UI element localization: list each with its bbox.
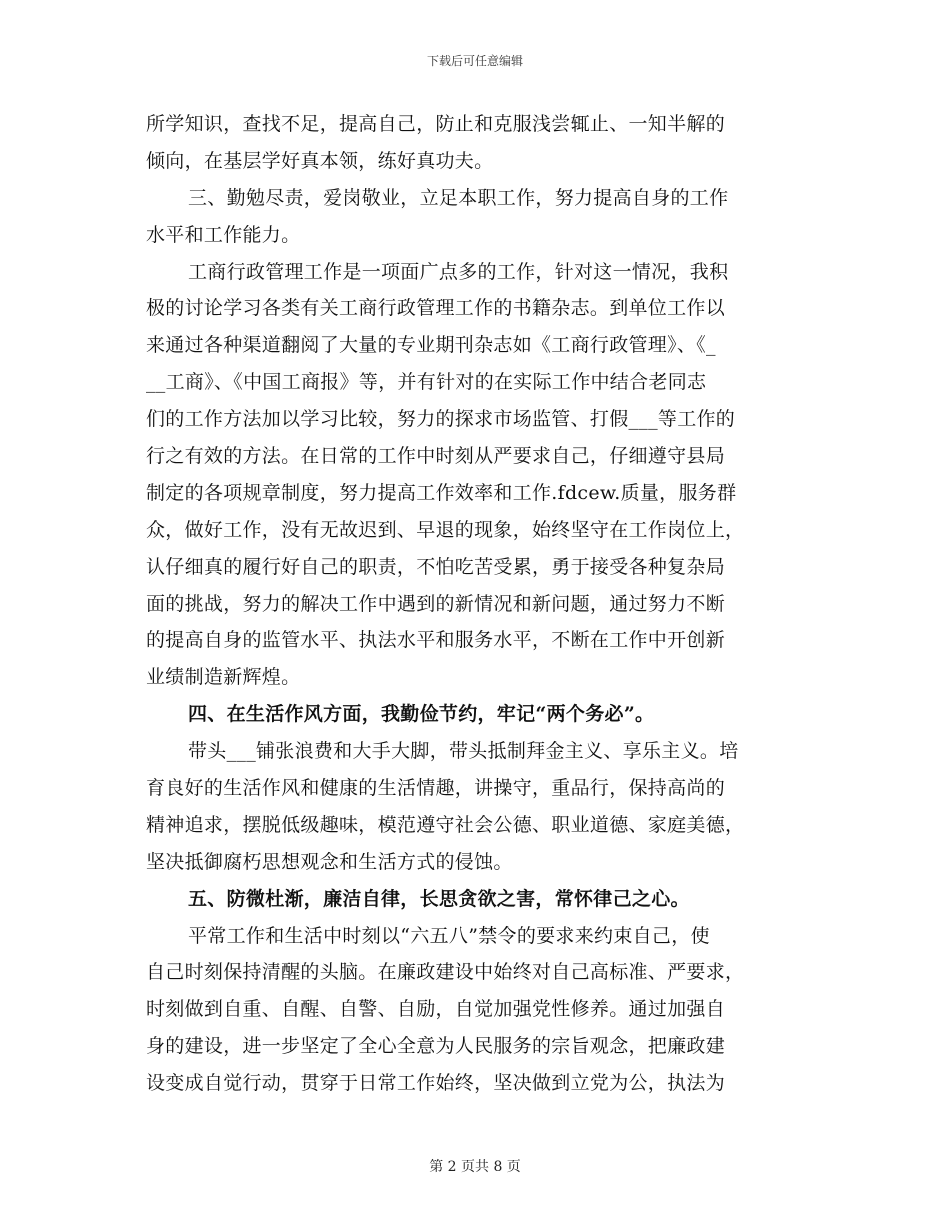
body-text-line: 众，做好工作，没有无故迟到、早退的现象，始终坚守在工作岗位上， bbox=[146, 518, 745, 541]
body-text-line: 平常工作和生活中时刻以“六五八”禁令的要求来约束自己，使 bbox=[188, 924, 710, 947]
body-text-line: 时刻做到自重、自醒、自警、自励，自觉加强党性修养。通过加强自 bbox=[146, 998, 726, 1021]
body-text-line: 的提高自身的监管水平、执法水平和服务水平，不断在工作中开创新 bbox=[146, 629, 726, 652]
body-text-line: 面的挑战，努力的解决工作中遇到的新情况和新问题，通过努力不断 bbox=[146, 592, 726, 615]
body-text-line: 三、勤勉尽责，爱岗敬业，立足本职工作，努力提高自身的工作 bbox=[188, 186, 729, 209]
page-number-footer: 第 2 页共 8 页 bbox=[429, 1159, 521, 1175]
body-text-line: __工商》、《中国工商报》等，并有针对的在实际工作中结合老同志 bbox=[146, 371, 707, 394]
body-text-line: 制定的各项规章制度，努力提高工作效率和工作.fdcew.质量，服务群 bbox=[146, 481, 737, 504]
body-text-line: 精神追求，摆脱低级趣味，模范遵守社会公德、职业道德、家庭美德， bbox=[146, 813, 745, 836]
body-text-line: 倾向，在基层学好真本领，练好真功夫。 bbox=[146, 149, 494, 172]
section-heading-line: 四、在生活作风方面，我勤俭节约，牢记“两个务必”。 bbox=[188, 703, 655, 726]
body-text-line: 带头___铺张浪费和大手大脚，带头抵制拜金主义、享乐主义。培 bbox=[188, 740, 739, 763]
section-heading-line: 五、防微杜渐，廉洁自律，长思贪欲之害，常怀律己之心。 bbox=[188, 887, 690, 910]
body-text-line: 认仔细真的履行好自己的职责，不怕吃苦受累，勇于接受各种复杂局 bbox=[146, 555, 726, 578]
body-text-line: 行之有效的方法。在日常的工作中时刻从严要求自己，仔细遵守县局 bbox=[146, 445, 726, 468]
body-text-line: 工商行政管理工作是一项面广点多的工作，针对这一情况，我积 bbox=[188, 260, 729, 283]
body-text-line: 们的工作方法加以学习比较，努力的探求市场监管、打假___等工作的 bbox=[146, 408, 736, 431]
document-body bbox=[146, 106, 806, 1102]
body-text-line: 极的讨论学习各类有关工商行政管理工作的书籍杂志。到单位工作以 bbox=[146, 297, 726, 320]
body-text-line: 设变成自觉行动，贯穿于日常工作始终，坚决做到立党为公，执法为 bbox=[146, 1072, 726, 1095]
body-text-line: 育良好的生活作风和健康的生活情趣，讲操守，重品行，保持高尚的 bbox=[146, 777, 726, 800]
body-text-line: 身的建设，进一步坚定了全心全意为人民服务的宗旨观念，把廉政建 bbox=[146, 1035, 726, 1058]
body-text-line: 水平和工作能力。 bbox=[146, 223, 301, 246]
page-header: 下载后可任意编辑 bbox=[426, 54, 523, 68]
body-text-line: 坚决抵御腐朽思想观念和生活方式的侵蚀。 bbox=[146, 850, 513, 873]
body-text-line: 业绩制造新辉煌。 bbox=[146, 666, 301, 689]
body-text-line: 来通过各种渠道翻阅了大量的专业期刊杂志如《工商行政管理》、《_ bbox=[146, 334, 716, 357]
body-text-line: 所学知识，查找不足，提高自己，防止和克服浅尝辄止、一知半解的 bbox=[146, 113, 726, 135]
body-text-line: 自己时刻保持清醒的头脑。在廉政建设中始终对自己高标准、严要求， bbox=[146, 961, 745, 984]
